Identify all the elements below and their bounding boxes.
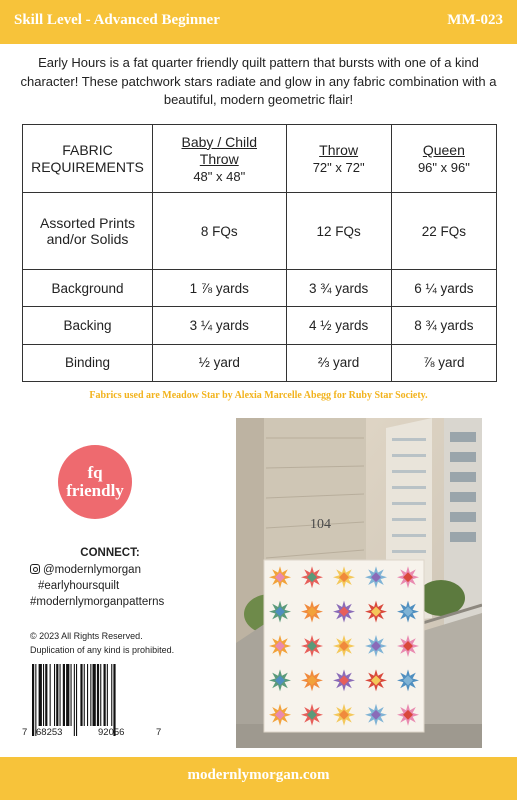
- barcode-bar: [87, 664, 88, 726]
- barcode-bar: [32, 664, 34, 736]
- barcode-bar: [107, 664, 108, 726]
- column-name: Queen: [422, 142, 465, 158]
- copyright-block: [30, 629, 190, 657]
- table-row: [23, 193, 497, 270]
- building-number: 104: [310, 517, 331, 532]
- barcode-bar: [66, 664, 69, 726]
- barcode-bar: [76, 664, 77, 736]
- quilt-photo: [236, 418, 482, 748]
- barcode-bar: [84, 664, 85, 726]
- barcode-bar: [71, 664, 72, 726]
- barcode-bar: [35, 664, 36, 736]
- table-cell: 12 FQs: [286, 193, 391, 270]
- quilt-photo-image: [236, 418, 482, 748]
- fabrics-note: Fabrics used are Meadow Star by Alexia Marcelle Abegg for Ruby Star Society.: [89, 390, 428, 401]
- table-cell: 6 ¼ yards: [391, 270, 496, 307]
- table-cell: 4 ½ yards: [286, 307, 391, 344]
- intro-text: Early Hours is a fat quarter friendly quilt pattern that bursts with one of a kind character! These patchwork stars radiate and glow in any fabric combination with a beautiful, modern geometric flair!: [20, 55, 497, 107]
- barcode-bar: [39, 664, 42, 726]
- table-row: [23, 270, 497, 307]
- row-label: Binding: [23, 344, 153, 381]
- table-cell: 3 ¼ yards: [153, 307, 287, 344]
- table-cell: ⅔ yard: [286, 344, 391, 381]
- barcode-bar: [111, 664, 112, 726]
- barcode-bar: [63, 664, 65, 726]
- column-name: Throw: [319, 142, 359, 158]
- badge-line: friendly: [66, 481, 124, 500]
- pattern-code: MM-023: [447, 12, 503, 28]
- skill-level: Skill Level - Advanced Beginner: [14, 12, 220, 28]
- column-name: Baby / Child: [181, 133, 257, 150]
- table-header-row: [23, 125, 497, 193]
- column-size: 48" x 48": [193, 168, 246, 184]
- corner-cell: [23, 125, 153, 193]
- connect-block: [30, 545, 190, 610]
- barcode-bar: [50, 664, 51, 726]
- footer-banner: [0, 757, 517, 800]
- fq-friendly-badge: [58, 445, 132, 519]
- fabric-requirements-table: [22, 124, 497, 382]
- table-cell: ⅞ yard: [391, 344, 496, 381]
- hashtag: #modernlymorganpatterns: [30, 596, 165, 608]
- row-label-text: Assorted Prints: [40, 215, 135, 231]
- barcode-digits: 92056: [98, 727, 125, 738]
- table-cell: ½ yard: [153, 344, 287, 381]
- top-banner: [0, 0, 517, 44]
- column-size: 96" x 96": [417, 160, 470, 175]
- duplication-notice: Duplication of any kind is prohibited.: [30, 645, 175, 655]
- row-label: Background: [23, 270, 153, 307]
- instagram-icon: [30, 564, 40, 574]
- hashtag: #earlyhoursquilt: [38, 580, 120, 592]
- barcode-digit: 7: [22, 727, 28, 738]
- instagram-handle: @modernlymorgan: [43, 564, 141, 576]
- table-cell: 1 ⅞ yards: [153, 270, 287, 307]
- row-label-text: and/or Solids: [46, 231, 129, 247]
- badge-line: fq: [87, 463, 103, 482]
- column-name: Throw: [199, 150, 239, 167]
- barcode-bar: [90, 664, 91, 726]
- row-label: [23, 193, 153, 270]
- barcode-bar: [97, 664, 99, 726]
- table-cell: 3 ¾ yards: [286, 270, 391, 307]
- barcode-digits: 68253: [36, 727, 63, 738]
- barcode-bar: [93, 664, 96, 726]
- instagram-handle-row: [30, 562, 190, 578]
- barcode-bar: [54, 664, 55, 726]
- table-cell: 8 FQs: [153, 193, 287, 270]
- barcode-bar: [104, 664, 106, 726]
- column-header: [153, 125, 287, 193]
- connect-title: CONNECT:: [80, 547, 140, 559]
- column-header: [286, 125, 391, 193]
- barcode-bar: [43, 664, 44, 726]
- column-size: 72" x 72": [312, 160, 365, 175]
- corner-label: REQUIREMENTS: [31, 158, 144, 175]
- barcode-bar: [100, 664, 101, 726]
- corner-label: FABRIC: [62, 141, 113, 158]
- table-row: [23, 307, 497, 344]
- website-link[interactable]: modernlymorgan.com: [187, 767, 330, 783]
- barcode-bar: [56, 664, 58, 726]
- barcode-bar: [74, 664, 75, 736]
- barcode-bar: [113, 664, 115, 736]
- barcode-bar: [60, 664, 61, 726]
- table-row: [23, 344, 497, 381]
- row-label: Backing: [23, 307, 153, 344]
- barcode-bar: [45, 664, 47, 726]
- column-header: [391, 125, 496, 193]
- table-cell: 8 ¾ yards: [391, 307, 496, 344]
- barcode-digit: 7: [156, 727, 162, 738]
- copyright-line: © 2023 All Rights Reserved.: [30, 631, 143, 641]
- table-cell: 22 FQs: [391, 193, 496, 270]
- barcode-bar: [80, 664, 82, 726]
